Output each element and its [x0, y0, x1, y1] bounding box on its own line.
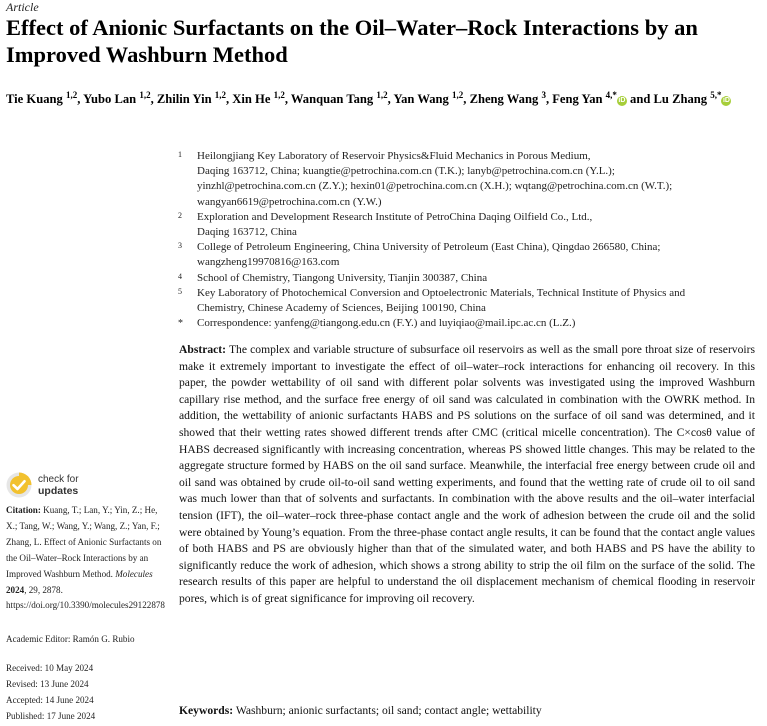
affiliation-number: 3 [178, 241, 182, 251]
affiliation-line: Heilongjiang Key Laboratory of Reservoir Physics&Fluid Mechanics in Porous Medium, [197, 150, 591, 162]
author-name: Yan Wang [393, 92, 449, 107]
abstract-text: The complex and variable structure of subsurface oil reservoirs as well as the small pore throat size of reservoirs make it extremely important to investigate the effect of oil–water–rock interactions for enhancing oil recovery. In this paper, the powder wettability of oil sand with different polar solvents was investigated using the improved Washburn capillary rise method, and the surface free energy of oil sand was calculated in combination with the OWRK method. In addition, the wettability of anionic surfactants HABS and PS solutions on the surface of oil sand was determined, and it showed that their wetting rates showed different trends after CMC (critical micelle concentration). The C×cosθ value of HABS decreased significantly with increasing concentration, whereas PS showed little changes. This may be related to the aggregate structure formed by HABS on the oil sand surface. Meanwhile, the interfacial free energy between crude oil and oil sand was obtained by crude oil-to-oil sand wetting experiments, and found that the wetting rate of crude oil to oil sand was much lower than that of solvents and surfactants. In combination with the above results and the oil–water interfacial tension (IFT), the oil–water–rock three-phase contact angle and the work of adhesion between the crude oil and the solid were obtained by Young’s equation. From the three-phase contact angle results, it can be found that the contact angle values of both HABS and PS are obviously higher than that of the simulated water, and both HABS and PS have the ability to significantly reduce the work of adhesion, which shows a strong ability to strip the oil film on the surface of the solid. The research results of this paper are helpful to understand the oil displacement mechanism of chemical flooding in reservoir pores, which is of great significance for improving oil recovery. [179, 343, 755, 605]
date-row [6, 708, 95, 724]
affiliation-line: Daqing 163712, China; kuangtie@petrochina.com.cn (T.K.); lanyb@petrochina.com.cn (Y.L.); [197, 165, 615, 178]
date-label: Published: [6, 711, 45, 721]
affiliation-line: Chemistry, Chinese Academy of Sciences, Beijing 100190, China [197, 302, 486, 315]
author-affiliation-mark: 1,2 [139, 90, 151, 100]
author-name: Xin He [232, 92, 271, 107]
affiliation-item [178, 210, 738, 240]
author-list [6, 86, 761, 109]
date-row [6, 676, 95, 692]
author-name: Yubo Lan [83, 92, 137, 107]
citation-text: Kuang, T.; Lan, Y.; Yin, Z.; He, X.; Tang, W.; Wang, Y.; Wang, Z.; Yan, F.; Zhang, L. Effect of Anionic Surfactants on the Oil–Water–Rock Interactions by an Improved Washburn Method. [6, 505, 162, 579]
keywords-text: Washburn; anionic surfactants; oil sand; contact angle; wettability [235, 704, 542, 717]
affiliation-item [178, 316, 738, 331]
affiliation-line: wangzheng19970816@163.com [197, 256, 340, 269]
affiliation-number: 5 [178, 286, 182, 296]
author-separator: , [463, 92, 470, 107]
affiliation-line: yinzhl@petrochina.com.cn (Z.Y.); hexin01@petrochina.com.cn (X.H.); wqtang@petrochina.com.cn (W.T.); [197, 180, 673, 193]
author-name: Wanquan Tang [290, 92, 374, 107]
date-row [6, 660, 95, 676]
citation [6, 503, 171, 614]
affiliation-line: School of Chemistry, Tiangong University, Tianjin 300387, China [197, 271, 488, 284]
affiliations [178, 149, 738, 331]
keywords [179, 703, 755, 719]
date-value: 14 June 2024 [45, 695, 94, 705]
author-affiliation-mark: 1,2 [65, 90, 78, 100]
citation-year: 2024 [6, 584, 25, 595]
affiliation-line: Daqing 163712, China [197, 226, 297, 239]
author-name: Feng Yan [552, 92, 603, 107]
date-label: Received: [6, 663, 43, 673]
check-updates-icon [6, 472, 32, 498]
author-separator: , [545, 92, 553, 107]
affiliation-number: * [178, 318, 183, 330]
date-row [6, 692, 95, 708]
author-affiliation-mark: 3 [541, 90, 546, 100]
check-for-updates-badge[interactable] [6, 472, 126, 500]
affiliation-line: Correspondence: yanfeng@tiangong.edu.cn (F.Y.) and luyiqiao@mail.ipc.ac.cn (L.Z.) [197, 317, 576, 330]
citation-label: Citation: [6, 505, 41, 515]
academic-editor: Academic Editor: Ramón G. Rubio [6, 634, 135, 644]
author-name: Lu Zhang [653, 92, 708, 107]
affiliation-item [178, 240, 738, 270]
check-updates-line2: updates [38, 484, 79, 497]
keywords-label: Keywords: [179, 704, 234, 717]
date-value: 17 June 2024 [46, 711, 96, 721]
affiliation-item [178, 271, 738, 286]
author-name: Tie Kuang [6, 92, 63, 107]
paper-title: Effect of Anionic Surfactants on the Oil–Water–Rock Interactions by an Improved Washburn Method [6, 15, 698, 67]
author-affiliation-mark: 1,2 [376, 90, 388, 100]
orcid-icon[interactable]: iD [722, 97, 730, 105]
author-name: Zhilin Yin [156, 92, 212, 107]
author-affiliation-mark: 1,2 [214, 90, 226, 100]
author-name: Zheng Wang [469, 92, 539, 107]
article-type: Article [6, 0, 39, 14]
affiliation-number: 1 [178, 150, 182, 159]
author-affiliation-mark: 5,* [710, 90, 722, 100]
citation-journal: Molecules [115, 568, 153, 579]
orcid-icon[interactable]: iD [618, 97, 626, 105]
date-label: Accepted: [6, 695, 43, 705]
affiliation-item [178, 286, 738, 316]
affiliation-line: Key Laboratory of Photochemical Conversion and Optoelectronic Materials, Technical Institute of Physics and [197, 286, 686, 299]
check-updates-text [38, 475, 79, 497]
author-separator: , [284, 92, 291, 107]
abstract-label: Abstract: [179, 343, 227, 356]
author-separator: , [387, 92, 394, 107]
affiliation-number: 4 [178, 271, 182, 281]
abstract [179, 342, 755, 608]
author-affiliation-mark: 1,2 [273, 90, 285, 100]
author-separator: , [150, 92, 157, 107]
author-separator: , [225, 92, 233, 107]
affiliation-line: College of Petroleum Engineering, China University of Petroleum (East China), Qingdao 266580, China; [197, 241, 661, 254]
affiliation-number: 2 [178, 210, 182, 220]
publication-dates [6, 660, 95, 724]
author-affiliation-mark: 4,* [605, 90, 617, 100]
date-value: 10 May 2024 [44, 663, 94, 673]
check-updates-line1: check for [38, 474, 79, 485]
author-separator: and [626, 92, 654, 107]
citation-rest: , 29, 2878. https://doi.org/10.3390/molecules29122878 [6, 584, 165, 611]
author-affiliation-mark: 1,2 [452, 90, 464, 100]
date-label: Revised: [6, 679, 38, 689]
affiliation-line: Exploration and Development Research Institute of PetroChina Daqing Oilfield Co., Ltd., [197, 210, 593, 223]
author-separator: , [77, 92, 84, 107]
date-value: 13 June 2024 [40, 679, 89, 689]
affiliation-item [178, 149, 738, 210]
affiliation-line: wangyan6619@petrochina.com.cn (Y.W.) [197, 195, 382, 208]
